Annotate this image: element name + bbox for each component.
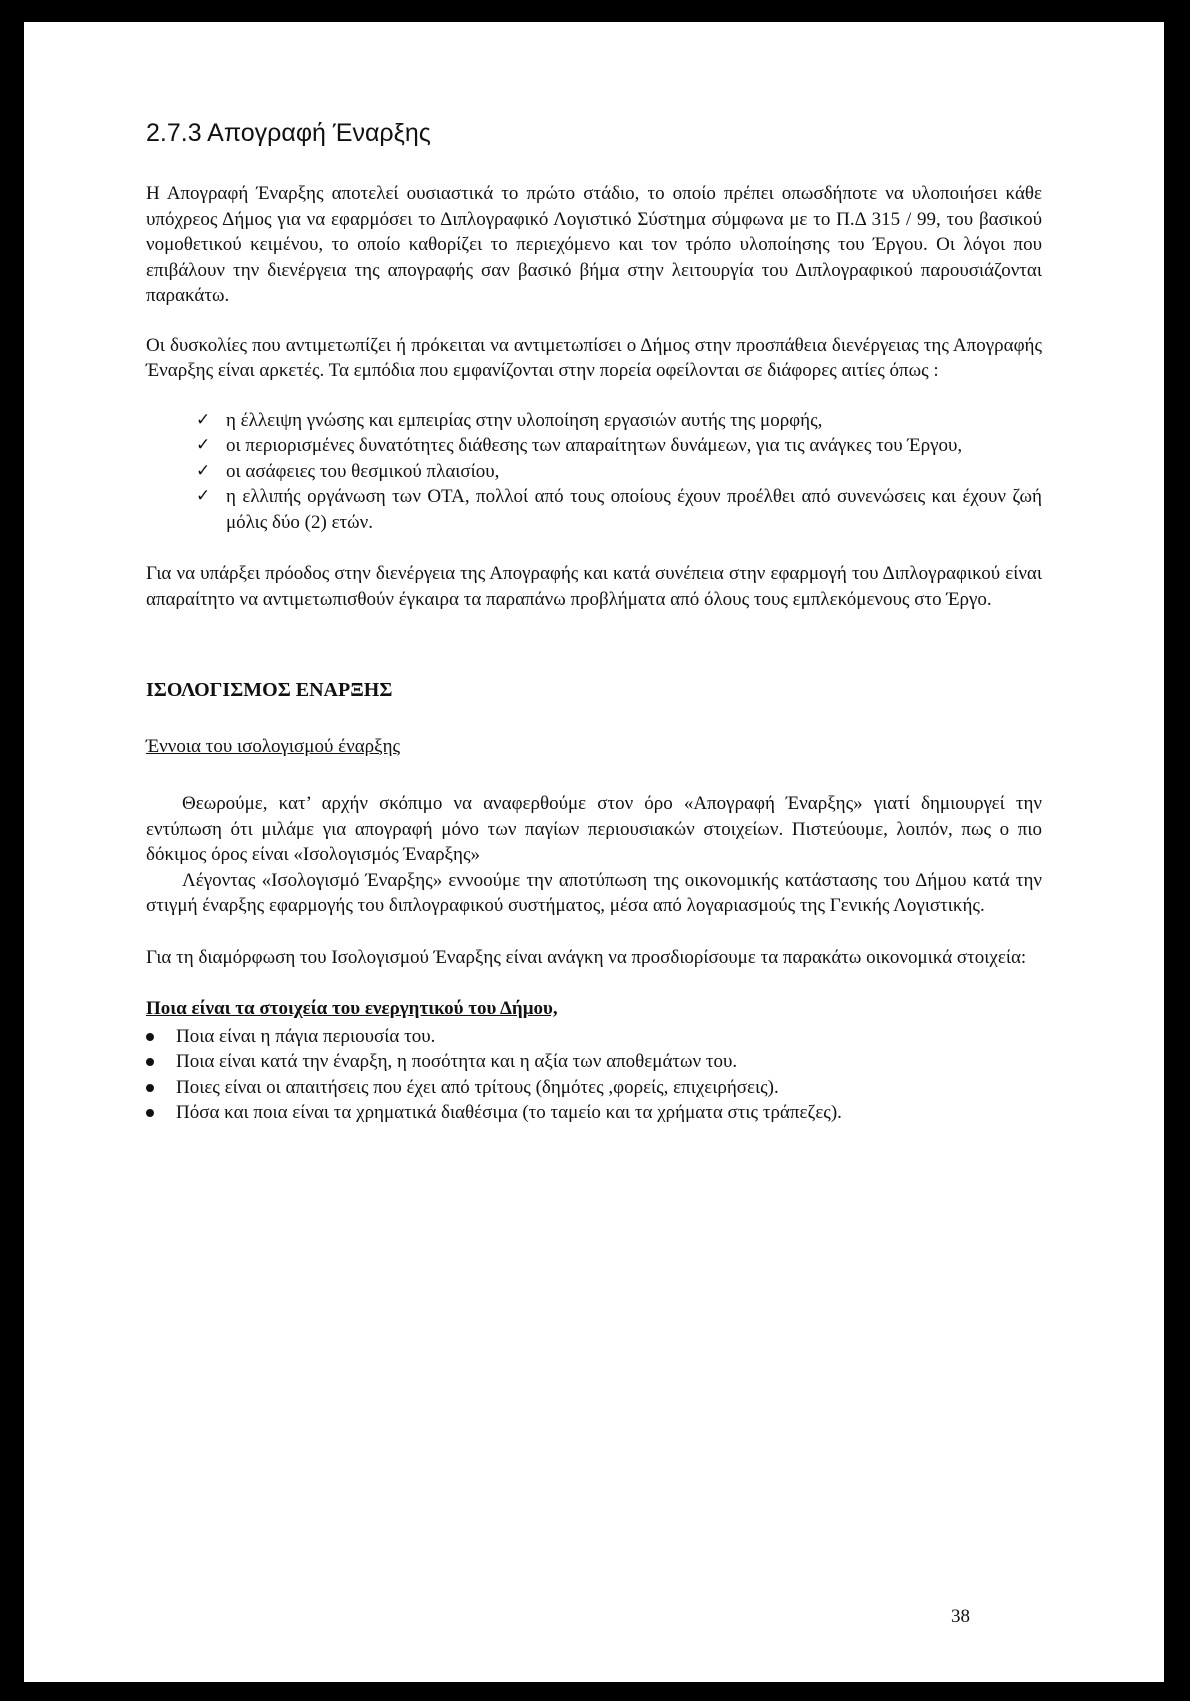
list-item [146,1075,1042,1101]
checkmark-icon: ✓ [196,460,211,481]
list-item-text: Πόσα και ποια είναι τα χρηματικά διαθέσιμα (το ταμείο και τα χρήματα στις τράπεζες). [176,1102,842,1123]
list-item-text: η ελλιπής οργάνωση των ΟΤΑ, πολλοί από τους οποίους έχουν προέλθει από συνενώσεις και έχουν ζωή μόλις δύο (2) ετών. [226,486,1042,533]
list-item [196,459,1042,485]
checkmark-icon: ✓ [196,435,211,455]
list-item [146,1049,1042,1075]
section-subtitle: Έννοια του ισολογισμού έναρξης [146,735,401,757]
bullet-icon [146,1033,154,1041]
checkmark-icon: ✓ [196,409,211,430]
document-page [24,22,1164,1682]
bullet-icon [146,1058,154,1066]
bullet-icon [146,1084,154,1092]
bullet-icon [146,1109,154,1117]
list-item-text: Ποια είναι κατά την έναρξη, η ποσότητα και η αξία των αποθεμάτων του. [176,1051,738,1072]
paragraph-intro: Η Απογραφή Έναρξης αποτελεί ουσιαστικά το πρώτο στάδιο, το οποίο πρέπει οπωσδήποτε να υλοποιήσει κάθε υπόχρεος Δήμος για να εφαρμόσει το Διπλογραφικό Λογιστικό Σύστημα σύμφωνα με το Π.Δ 315 / 99, του βασικού νομοθετικού κειμένου, το οποίο καθορίζει το περιεχόμενο και τον τρόπο υλοποίησης του Έργου. Οι λόγοι που επιβάλουν την διενέργεια της απογραφής σαν βασικό βήμα στην λειτουργία του Διπλογραφικού παρουσιάζονται παρακάτω. [146,183,1042,306]
section-title: ΙΣΟΛΟΓΙΣΜΟΣ ΕΝΑΡΞΗΣ [146,679,393,701]
checkmark-icon: ✓ [196,486,211,506]
list-item-text: Ποια είναι η πάγια περιουσία του. [176,1025,436,1047]
assets-list [146,1024,1042,1126]
paragraph-definition: Λέγοντας «Ισολογισμό Έναρξης» εννοούμε την αποτύπωση της οικονομικής κατάστασης του Δήμου κατά την στιγμή έναρξης εφαρμογής του διπλογραφικού συστήματος, μέσα από λογαριασμούς της Γενικής Λογιστικής. [146,869,1042,916]
list-item [146,1100,1042,1126]
checklist [146,408,1042,536]
list-item [196,408,1042,434]
paragraph-requirements: Για τη διαμόρφωση του Ισολογισμού Έναρξης είναι ανάγκη να προσδιορίσουμε τα παρακάτω οικονομικά στοιχεία: [146,946,1027,968]
paragraph-progress: Για να υπάρξει πρόοδος στην διενέργεια της Απογραφής και κατά συνέπεια στην εφαρμογή του Διπλογραφικού είναι απαραίτητο να αντιμετωπισθούν έγκαιρα τα παραπάνω προβλήματα από όλους τους εμπλεκόμενους στο Έργο. [146,563,1042,610]
page-number: 38 [951,1606,970,1627]
list-item [196,484,1042,535]
list-item-text: οι περιορισμένες δυνατότητες διάθεσης των απαραίτητων δυνάμεων, για τις ανάγκες του Έργου, [226,435,963,456]
list-item-text: η έλλειψη γνώσης και εμπειρίας στην υλοποίηση εργασιών αυτής της μορφής, [226,409,823,431]
section-heading: 2.7.3 Απογραφή Έναρξης [146,119,431,147]
list-item-text: Ποιες είναι οι απαιτήσεις που έχει από τρίτους (δημότες ,φορείς, επιχειρήσεις). [176,1076,779,1098]
paragraph-term: Θεωρούμε, κατ’ αρχήν σκόπιμο να αναφερθούμε στον όρο «Απογραφή Έναρξης» γιατί δημιουργεί την εντύπωση ότι μιλάμε για απογραφή μόνο των παγίων περιουσιακών στοιχείων. Πιστεύουμε, λοιπόν, πως ο πιο δόκιμος όρος είναι «Ισολογισμός Έναρξης» [146,793,1042,865]
list-item [146,1024,1042,1050]
assets-title: Ποια είναι τα στοιχεία του ενεργητικού του Δήμου, [146,998,558,1019]
list-item [196,433,1042,459]
page-content [146,118,1042,1126]
paragraph-difficulties: Οι δυσκολίες που αντιμετωπίζει ή πρόκειται να αντιμετωπίσει ο Δήμος στην προσπάθεια διενέργειας της Απογραφής Έναρξης είναι αρκετές. Τα εμπόδια που εμφανίζονται στην πορεία οφείλονται σε διάφορες αιτίες όπως : [146,334,1042,381]
list-item-text: οι ασάφειες του θεσμικού πλαισίου, [226,460,500,482]
